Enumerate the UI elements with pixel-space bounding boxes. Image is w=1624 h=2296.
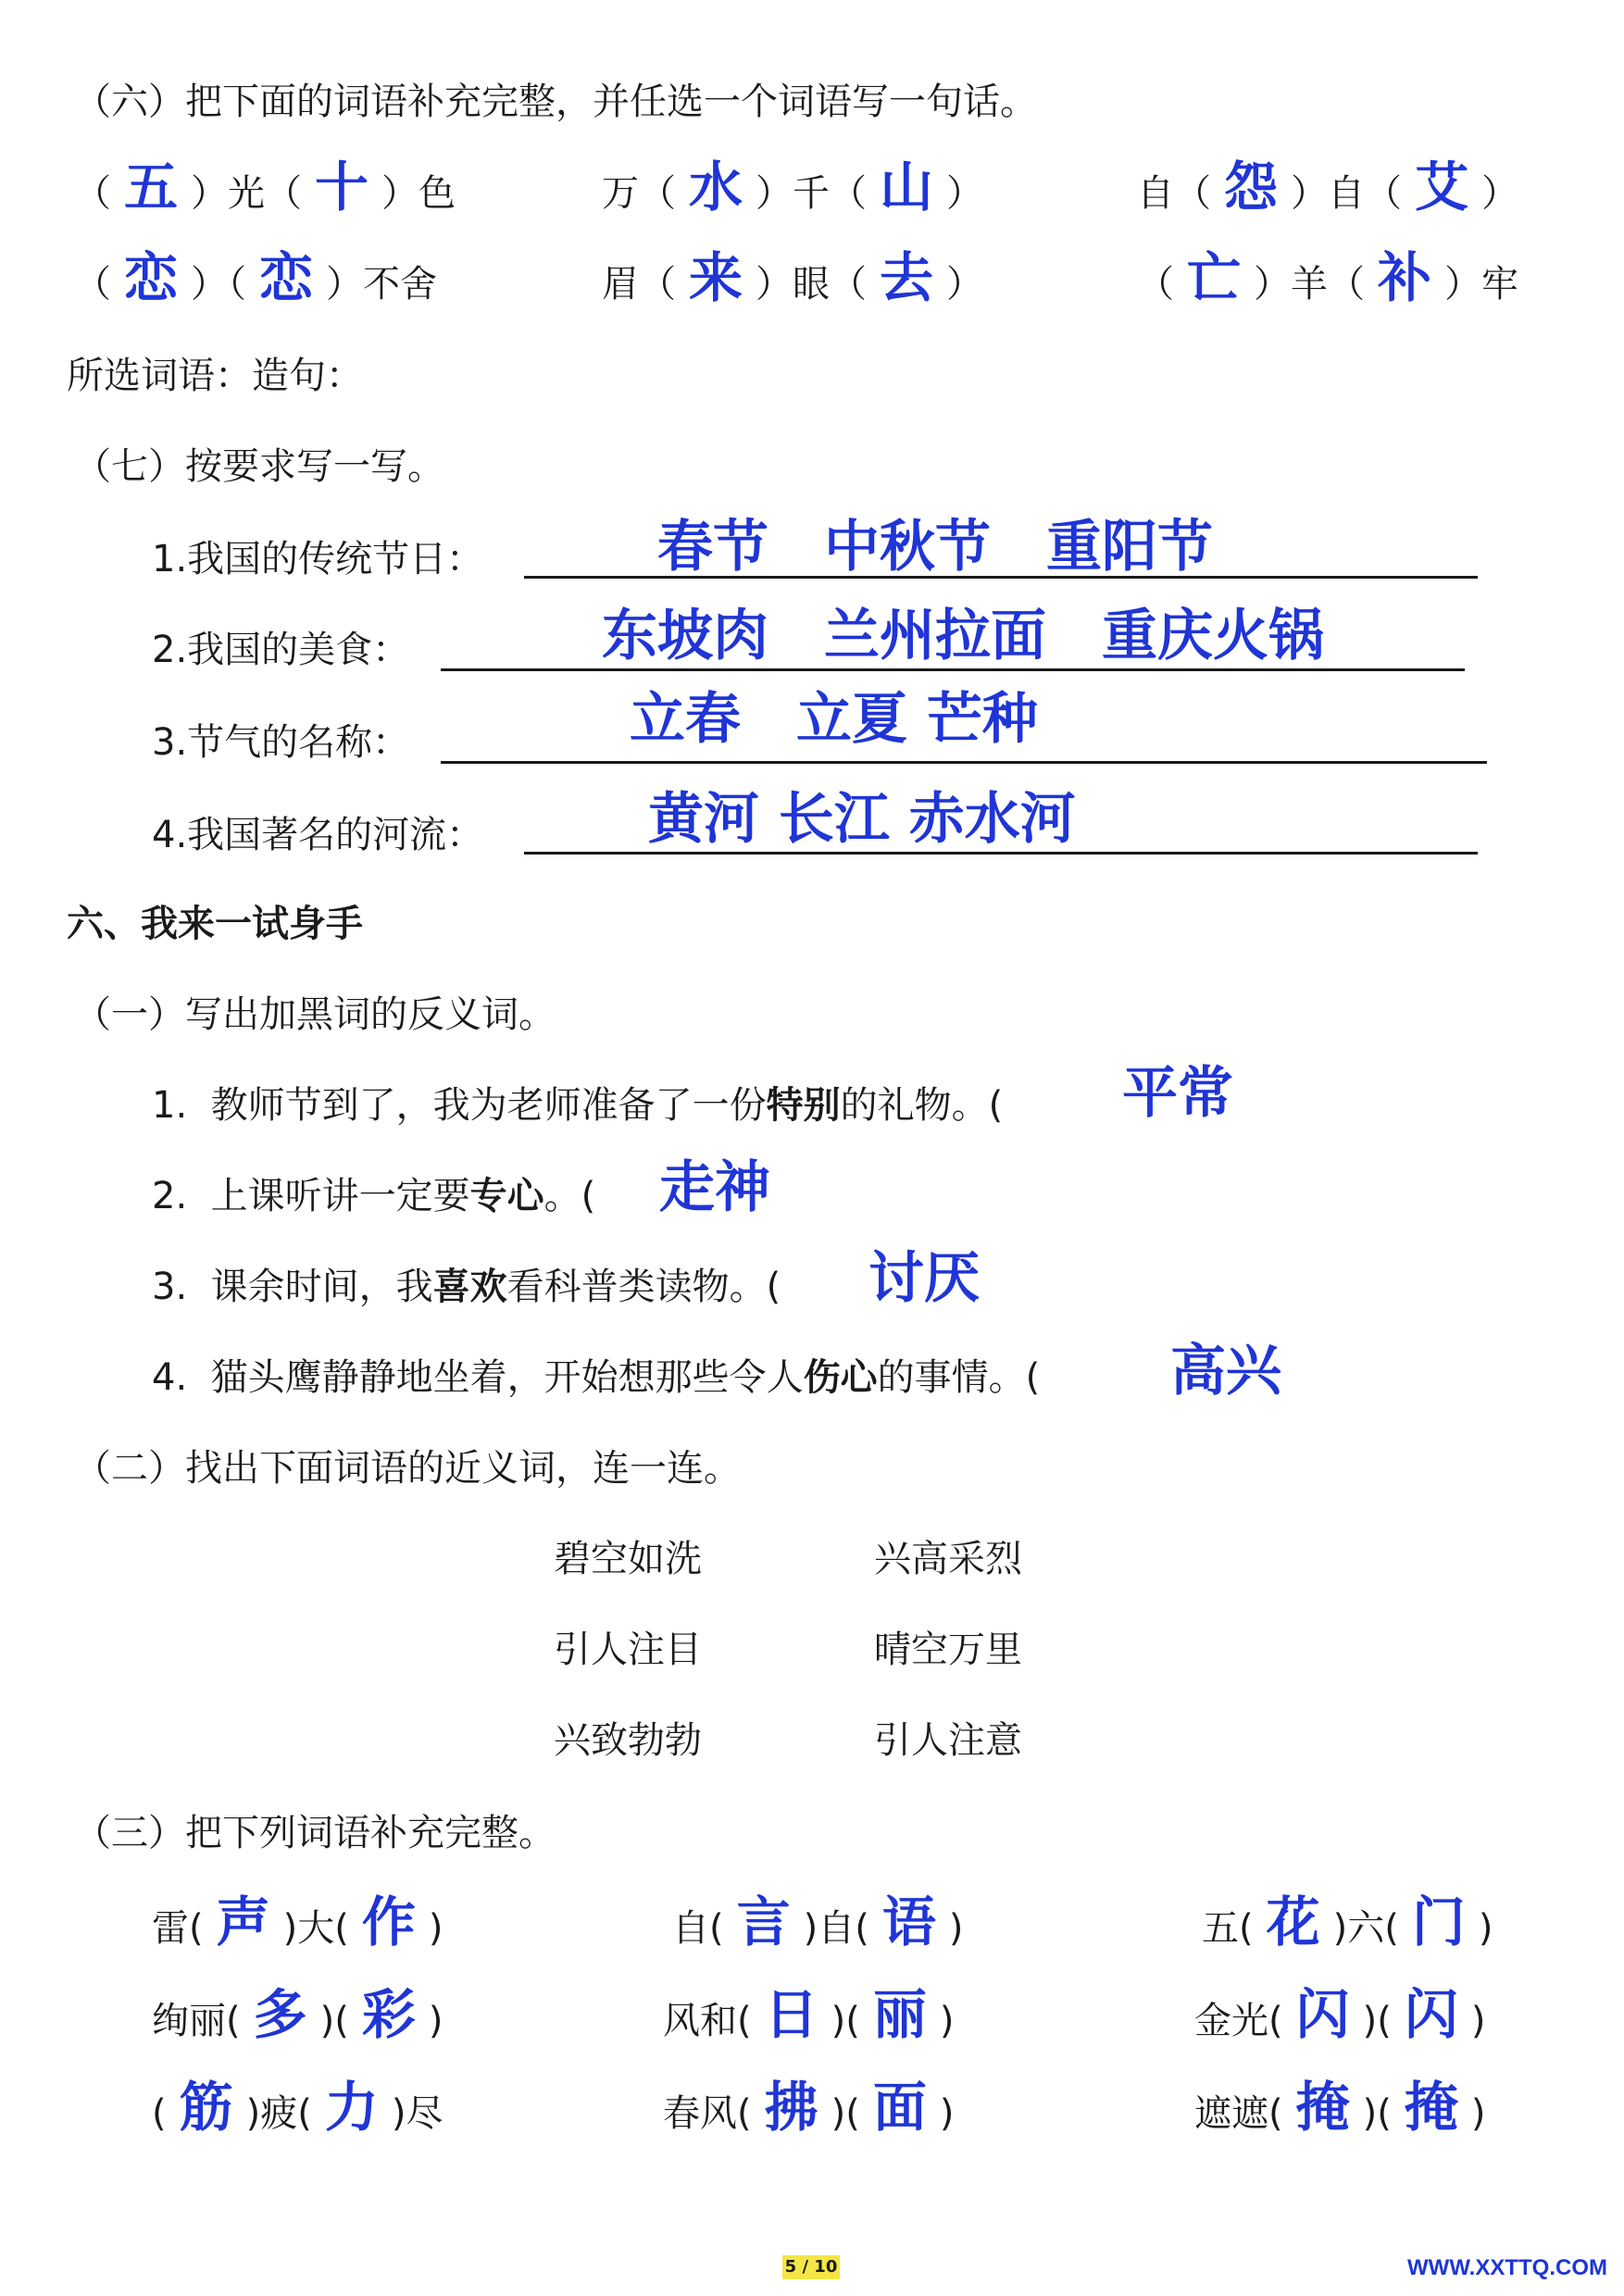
idiom-row-1-item-3: 自（ 怨 ）自（ 艾 ） (1137, 156, 1519, 218)
synonym-right-item: 晴空万里 (874, 1628, 1022, 1671)
idiom-row-1-item-2: 万（ 水 ）千（ 山 ） (602, 156, 984, 218)
section-7-title: （七）按要求写一写。 (74, 445, 444, 488)
complete-row-1-item-1: 雷( 声 )大( 作 ) (152, 1890, 443, 1953)
fill-item-label: 2.我国的美食： (152, 629, 410, 671)
complete-words-title: （三）把下列词语补充完整。 (74, 1812, 556, 1854)
part-6-heading: 六、我来一试身手 (67, 903, 363, 945)
handwritten-answer: 讨厌 (868, 1246, 980, 1311)
handwritten-answer: 高兴 (1170, 1339, 1281, 1404)
complete-row-2-item-2: 风和( 日 )( 丽 ) (663, 1983, 955, 2046)
antonym-item-2: 2. 上课听讲一定要专心。( (152, 1175, 596, 1217)
idiom-row-1-item-1: （ 五 ）光（ 十 ）色 (74, 156, 456, 218)
handwritten-answer: 平常 (1122, 1061, 1233, 1126)
answer-line (524, 852, 1478, 855)
complete-row-3-item-2: 春风( 拂 )( 面 ) (663, 2076, 955, 2139)
antonym-section-title: （一）写出加黑词的反义词。 (74, 993, 556, 1036)
idiom-row-2-item-3: （ 亡 ）羊（ 补 ）牢 (1137, 246, 1519, 309)
handwritten-answer: 黄河 长江 赤水河 (648, 787, 1076, 852)
complete-row-3-item-3: 遮遮( 掩 )( 掩 ) (1194, 2076, 1486, 2139)
section-6-title: （六）把下面的词语补充完整，并任选一个词语写一句话。 (74, 81, 1037, 123)
antonym-item-3: 3. 课余时间，我喜欢看科普类读物。( (152, 1266, 781, 1308)
answer-line (441, 668, 1465, 671)
synonym-left-item: 引人注目 (554, 1628, 702, 1671)
fill-item-label: 4.我国著名的河流： (152, 814, 484, 856)
synonym-left-item: 碧空如洗 (554, 1538, 702, 1580)
page-number-badge: 5 / 10 (782, 2255, 840, 2279)
synonym-left-item: 兴致勃勃 (554, 1719, 702, 1762)
antonym-item-4: 4. 猫头鹰静静地坐着，开始想那些令人伤心的事情。( (152, 1356, 1041, 1399)
fill-item-label: 1.我国的传统节日： (152, 538, 484, 580)
handwritten-answer: 春节 中秋节 重阳节 (657, 515, 1213, 580)
answer-line (441, 761, 1487, 764)
fill-item-label: 3.节气的名称： (152, 721, 410, 764)
site-url: WWW.XXTTQ.COM (1407, 2255, 1607, 2280)
complete-row-1-item-3: 五( 花 )六( 门 ) (1202, 1890, 1493, 1953)
handwritten-answer: 东坡肉 兰州拉面 重庆火锅 (602, 604, 1324, 668)
complete-row-2-item-3: 金光( 闪 )( 闪 ) (1194, 1983, 1486, 2046)
chosen-word-prompt: 所选词语：造句： (67, 355, 363, 397)
synonym-right-item: 兴高采烈 (874, 1538, 1022, 1580)
antonym-item-1: 1. 教师节到了，我为老师准备了一份特别的礼物。( (152, 1084, 1004, 1127)
synonym-right-item: 引人注意 (874, 1719, 1022, 1762)
synonym-section-title: （二）找出下面词语的近义词，连一连。 (74, 1447, 741, 1490)
idiom-row-2-item-1: （ 恋 ）（ 恋 ）不舍 (74, 246, 438, 309)
complete-row-2-item-1: 绚丽( 多 )( 彩 ) (152, 1983, 443, 2046)
handwritten-answer: 走神 (659, 1155, 770, 1220)
handwritten-answer: 立春 立夏 芒种 (630, 687, 1038, 752)
idiom-row-2-item-2: 眉（ 来 ）眼（ 去 ） (602, 246, 984, 309)
complete-row-3-item-1: ( 筋 )疲( 力 )尽 (152, 2076, 443, 2139)
complete-row-1-item-2: 自( 言 )自( 语 ) (672, 1890, 964, 1953)
